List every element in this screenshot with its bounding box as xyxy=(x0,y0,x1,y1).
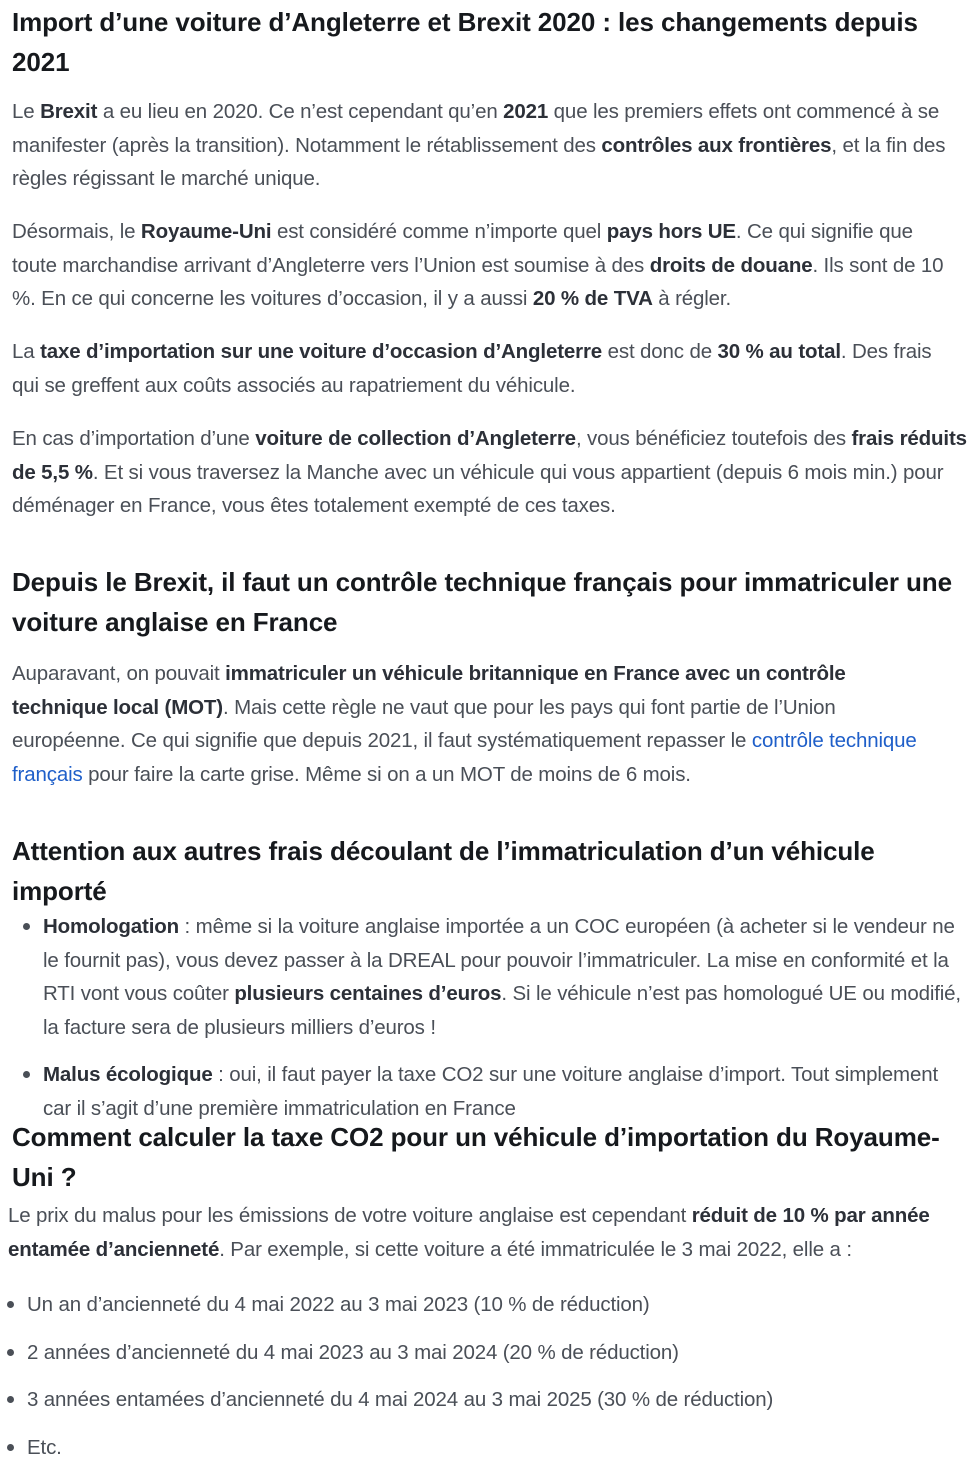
bullet-icon xyxy=(7,1301,14,1308)
section-heading-autres-frais: Attention aux autres frais découlant de l’immatriculation d’un véhicule importé xyxy=(12,831,932,911)
section-heading-brexit-import: Import d’une voiture d’Angleterre et Brexit 2020 : les changements depuis 2021 xyxy=(12,2,952,82)
bullet-icon xyxy=(23,1071,30,1078)
list-item-homologation: Homologation : même si la voiture anglaise importée a un COC européen (à acheter si le vendeur ne le fournit pas), vous devez passer à la DREAL pour pouvoir l’immatriculer. La mise en conformité et la RTI vont vous coûter plusieurs centaines d’euros. Si le véhicule n’est pas homologué UE ou modifié, la facture sera de plusieurs milliers d’euros ! xyxy=(43,910,968,1044)
paragraph-import-tax-total: La taxe d’importation sur une voiture d’occasion d’Angleterre est donc de 30 % au total. Des frais qui se greffent aux coûts associés au rapatriement du véhicule. xyxy=(12,335,962,402)
section-heading-taxe-co2: Comment calculer la taxe CO2 pour un véhicule d’importation du Royaume-Uni ? xyxy=(12,1117,962,1197)
bullet-icon xyxy=(7,1349,14,1356)
list-autres-frais xyxy=(43,910,968,1125)
controle-technique-link[interactable]: contrôle technique français xyxy=(12,729,917,786)
paragraph-brexit-intro: Le Brexit a eu lieu en 2020. Ce n’est cependant qu’en 2021 que les premiers effets ont commencé à se manifester (après la transition). Notamment le rétablissement des contrôles aux frontières, et la fin des règles régissant le marché unique. xyxy=(12,95,968,196)
list-item-malus: Malus écologique : oui, il faut payer la taxe CO2 sur une voiture anglaise d’import. Tout simplement car il s’agit d’une première immatriculation en France xyxy=(43,1058,968,1125)
paragraph-customs-duties: Désormais, le Royaume-Uni est considéré comme n’importe quel pays hors UE. Ce qui signifie que toute marchandise arrivant d’Angleterre vers l’Union est soumise à des droits de douane. Ils sont de 10 %. En ce qui concerne les voitures d’occasion, il y a aussi 20 % de TVA à régler. xyxy=(12,215,962,316)
paragraph-collection-car: En cas d’importation d’une voiture de collection d’Angleterre, vous bénéficiez toutefois des frais réduits de 5,5 %. Et si vous traversez la Manche avec un véhicule qui vous appartient (depuis 6 mois min.) pour déménager en France, vous êtes totalement exempté de ces taxes. xyxy=(12,422,970,523)
list-item: Un an d’ancienneté du 4 mai 2022 au 3 mai 2023 (10 % de réduction) xyxy=(27,1288,957,1322)
paragraph-malus-reduction: Le prix du malus pour les émissions de votre voiture anglaise est cependant réduit de 10 % par année entamée d’ancienneté. Par exemple, si cette voiture a été immatriculée le 3 mai 2022, elle a : xyxy=(8,1199,968,1266)
list-anciennete xyxy=(27,1288,957,1464)
list-item: 3 années entamées d’ancienneté du 4 mai 2024 au 3 mai 2025 (30 % de réduction) xyxy=(27,1383,957,1417)
paragraph-controle-technique: Auparavant, on pouvait immatriculer un véhicule britannique en France avec un contrôle technique local (MOT). Mais cette règle ne vaut que pour les pays qui font partie de l’Union européenne. Ce qui signifie que depuis 2021, il faut systématiquement repasser le contrôle technique français pour faire la carte grise. Même si on a un MOT de moins de 6 mois. xyxy=(12,657,932,791)
bullet-icon xyxy=(7,1396,14,1403)
bullet-icon xyxy=(23,923,30,930)
list-item: Etc. xyxy=(27,1431,957,1464)
section-heading-controle-technique: Depuis le Brexit, il faut un contrôle technique français pour immatriculer une voiture anglaise en France xyxy=(12,562,968,642)
list-item: 2 années d’ancienneté du 4 mai 2023 au 3 mai 2024 (20 % de réduction) xyxy=(27,1336,957,1370)
bullet-icon xyxy=(7,1444,14,1451)
